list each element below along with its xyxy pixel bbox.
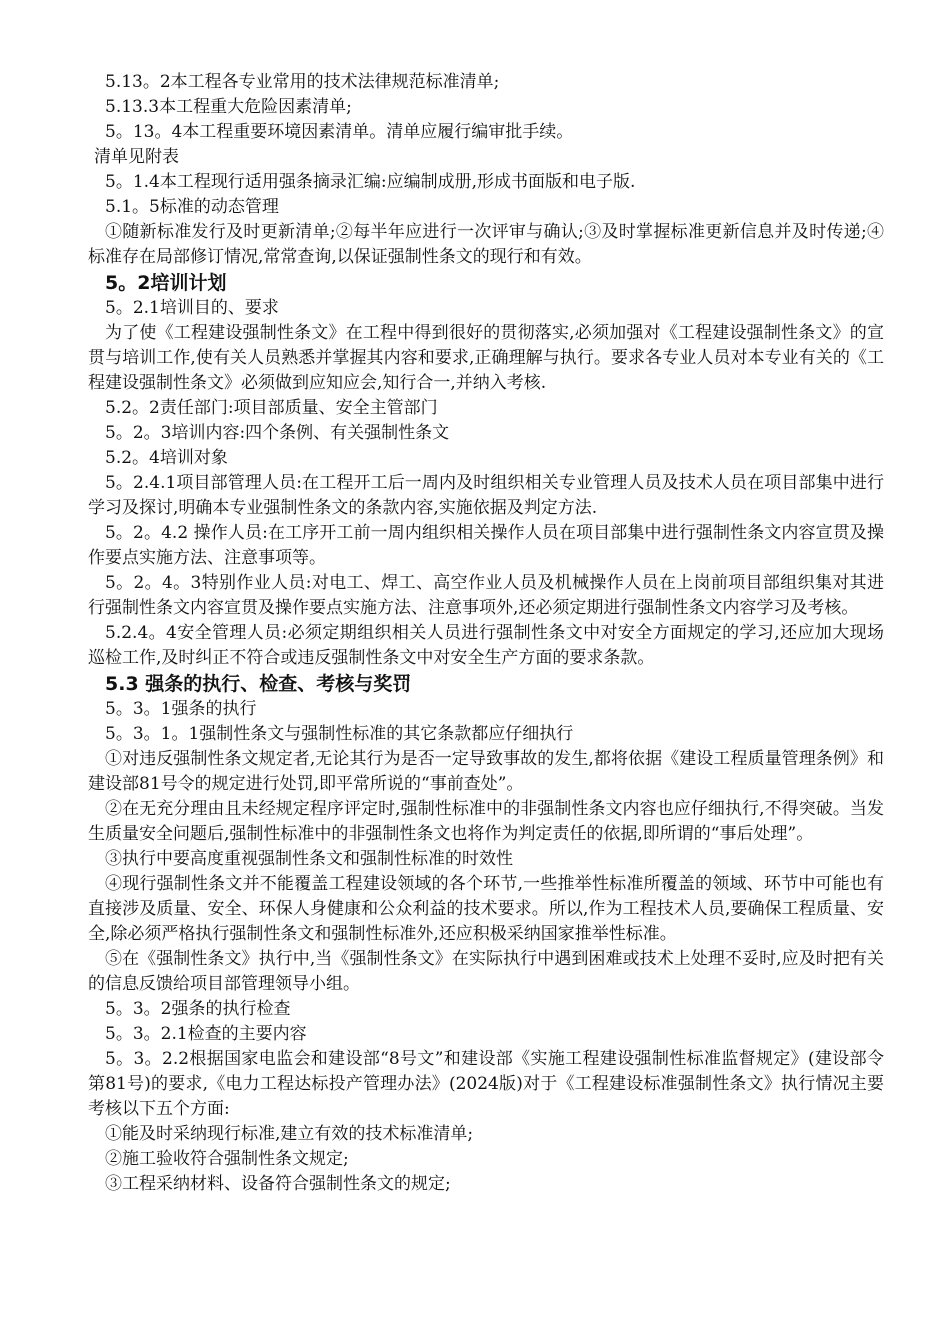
- paragraph: ①能及时采纳现行标准,建立有效的技术标准清单;: [105, 1124, 474, 1144]
- paragraph: 清单见附表: [94, 147, 179, 167]
- paragraph: 5。3。2.1检查的主要内容: [105, 1024, 307, 1044]
- paragraph: ③执行中要高度重视强制性条文和强制性标准的时效性: [105, 849, 513, 869]
- section-heading: 5。2培训计划: [105, 272, 227, 294]
- paragraph: 为了使《工程建设强制性条文》在工程中得到很好的贯彻落实,必须加强对《工程建设强制性条文》的宣贯与培训工作,使有关人员熟悉并掌握其内容和要求,正确理解与执行。要求各专业人员对本专业有关的《工程建设强制性条文》必须做到应知应会,知行合一,并纳入考核.: [88, 323, 884, 393]
- paragraph: 5.13。2本工程各专业常用的技术法律规范标准清单;: [105, 72, 500, 92]
- paragraph: 5.2。4培训对象: [105, 448, 228, 468]
- paragraph: ③工程采纳材料、设备符合强制性条文的规定;: [105, 1174, 451, 1194]
- paragraph: 5.2。2责任部门:项目部质量、安全主管部门: [105, 398, 438, 418]
- paragraph: ④现行强制性条文并不能覆盖工程建设领域的各个环节,一些推举性标准所覆盖的领域、环节中可能也有直接涉及质量、安全、环保人身健康和公众利益的技术要求。所以,作为工程技术人员,要确保工程质量、安全,除必须严格执行强制性条文和强制性标准外,还应积极采纳国家推举性标准。: [88, 874, 884, 944]
- paragraph: 5。2。4。3特别作业人员:对电工、焊工、高空作业人员及机械操作人员在上岗前项目部组织集对其进行强制性条文内容宣贯及操作要点实施方法、注意事项外,还必须定期进行强制性条文内容学习及考核。: [88, 573, 884, 618]
- paragraph: 5。2。3培训内容:四个条例、有关强制性条文: [105, 423, 450, 443]
- paragraph: 5。2。4.2 操作人员:在工序开工前一周内组织相关操作人员在项目部集中进行强制性条文内容宣贯及操作要点实施方法、注意事项等。: [88, 523, 885, 568]
- paragraph: ①对违反强制性条文规定者,无论其行为是否一定导致事故的发生,都将依据《建设工程质量管理条例》和建设部81号令的规定进行处罚,即平常所说的“事前查处”。: [88, 749, 884, 794]
- paragraph: 5.13.3本工程重大危险因素清单;: [105, 97, 352, 117]
- paragraph: 5。2.1培训目的、要求: [105, 298, 279, 318]
- paragraph: 5。3。1强条的执行: [105, 699, 257, 719]
- paragraph: 5。3。2强条的执行检查: [105, 999, 291, 1019]
- paragraph: ①随新标准发行及时更新清单;②每半年应进行一次评审与确认;③及时掌握标准更新信息并及时传递;④标准存在局部修订情况,常常查询,以保证强制性条文的现行和有效。: [88, 222, 884, 267]
- paragraph: ②在无充分理由且未经规定程序评定时,强制性标准中的非强制性条文内容也应仔细执行,不得突破。当发生质量安全问题后,强制性标准中的非强制性条文也将作为判定责任的依据,即所谓的“事后处理”。: [88, 799, 884, 844]
- paragraph: 5.2.4。4安全管理人员:必须定期组织相关人员进行强制性条文中对安全方面规定的学习,还应加大现场巡检工作,及时纠正不符合或违反强制性条文中对安全生产方面的要求条款。: [88, 623, 884, 668]
- section-heading: 5.3 强条的执行、检查、考核与奖罚: [105, 673, 412, 695]
- document-page: [88, 70, 884, 1197]
- paragraph: ⑤在《强制性条文》执行中,当《强制性条文》在实际执行中遇到困难或技术上处理不妥时,应及时把有关的信息反馈给项目部管理领导小组。: [88, 949, 884, 994]
- paragraph: 5。3。2.2根据国家电监会和建设部“8号文”和建设部《实施工程建设强制性标准监督规定》(建设部令第81号)的要求,《电力工程达标投产管理办法》(2024版)对于《工程建设标准强制性条文》执行情况主要考核以下五个方面:: [88, 1049, 884, 1119]
- paragraph: 5。13。4本工程重要环境因素清单。清单应履行编审批手续。: [105, 122, 574, 142]
- paragraph: ②施工验收符合强制性条文规定;: [105, 1149, 349, 1169]
- paragraph: 5.1。5标准的动态管理: [105, 197, 279, 217]
- paragraph: 5。3。1。1强制性条文与强制性标准的其它条款都应仔细执行: [105, 724, 574, 744]
- paragraph: 5。2.4.1项目部管理人员:在工程开工后一周内及时组织相关专业管理人员及技术人员在项目部集中进行学习及探讨,明确本专业强制性条文的条款内容,实施依据及判定方法.: [88, 473, 884, 518]
- paragraph: 5。1.4本工程现行适用强条摘录汇编:应编制成册,形成书面版和电子版.: [105, 172, 636, 192]
